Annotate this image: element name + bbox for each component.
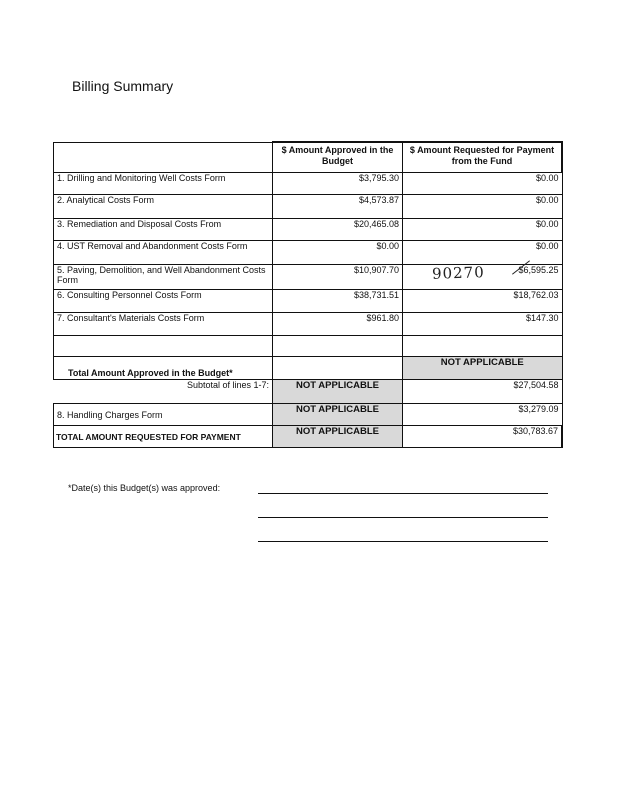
row-requested: $0.00 [403,241,563,265]
row-requested: $6,595.25 [403,265,563,290]
row-label: 2. Analytical Costs Form [54,195,273,219]
header-approved: $ Amount Approved in the Budget [273,142,403,173]
row-requested: $147.30 [403,313,563,336]
row-label: 1. Drilling and Monitoring Well Costs Form [54,173,273,195]
not-applicable-cell: NOT APPLICABLE [273,404,403,426]
table-row [54,173,563,195]
handling-row [54,404,563,426]
row-approved: $4,573.87 [273,195,403,219]
row-label: 3. Remediation and Disposal Costs From [54,219,273,241]
blank-cell [273,336,403,357]
header-requested: $ Amount Requested for Payment from the Fund [403,142,563,173]
approval-date-label: *Date(s) this Budget(s) was approved: [68,483,221,493]
total-approved-value [273,357,403,380]
handwritten-correction: 90270 [431,263,486,283]
row-approved: $0.00 [273,241,403,265]
row-label: 6. Consulting Personnel Costs Form [54,290,273,313]
subtotal-label: Subtotal of lines 1-7: [54,380,273,404]
table-row [54,241,563,265]
table-header-row [54,142,563,173]
row-requested: $0.00 [403,173,563,195]
row-label: 7. Consultant's Materials Costs Form [54,313,273,336]
date-line [258,493,548,494]
table-row [54,219,563,241]
header-blank-cell [54,142,273,173]
row-label: 4. UST Removal and Abandonment Costs Form [54,241,273,265]
blank-cell [54,336,273,357]
total-approved-label: Total Amount Approved in the Budget* [54,357,273,380]
date-line [258,517,548,518]
table-row [54,290,563,313]
row-requested: $0.00 [403,195,563,219]
row-label: 5. Paving, Demolition, and Well Abandonment Costs Form [54,265,273,290]
row-requested: $18,762.03 [403,290,563,313]
blank-cell [403,336,563,357]
row-approved: $961.80 [273,313,403,336]
handling-requested: $3,279.09 [403,404,563,426]
billing-summary-table [53,141,563,448]
page-title: Billing Summary [72,78,174,94]
table-row-blank [54,336,563,357]
not-applicable-cell: NOT APPLICABLE [273,426,403,448]
row-approved: $38,731.51 [273,290,403,313]
row-approved: $10,907.70 [273,265,403,290]
total-requested-row [54,426,563,448]
not-applicable-cell: NOT APPLICABLE [273,380,403,404]
subtotal-requested: $27,504.58 [403,380,563,404]
table-row [54,195,563,219]
table-row [54,265,563,290]
total-requested-label: TOTAL AMOUNT REQUESTED FOR PAYMENT [54,426,273,448]
not-applicable-cell: NOT APPLICABLE [403,357,563,380]
total-requested-value: $30,783.67 [403,426,563,448]
total-approved-row [54,357,563,380]
handling-label: 8. Handling Charges Form [54,404,273,426]
row-approved: $20,465.08 [273,219,403,241]
table-row [54,313,563,336]
date-line [258,541,548,542]
row-approved: $3,795.30 [273,173,403,195]
row-requested: $0.00 [403,219,563,241]
subtotal-row [54,380,563,404]
